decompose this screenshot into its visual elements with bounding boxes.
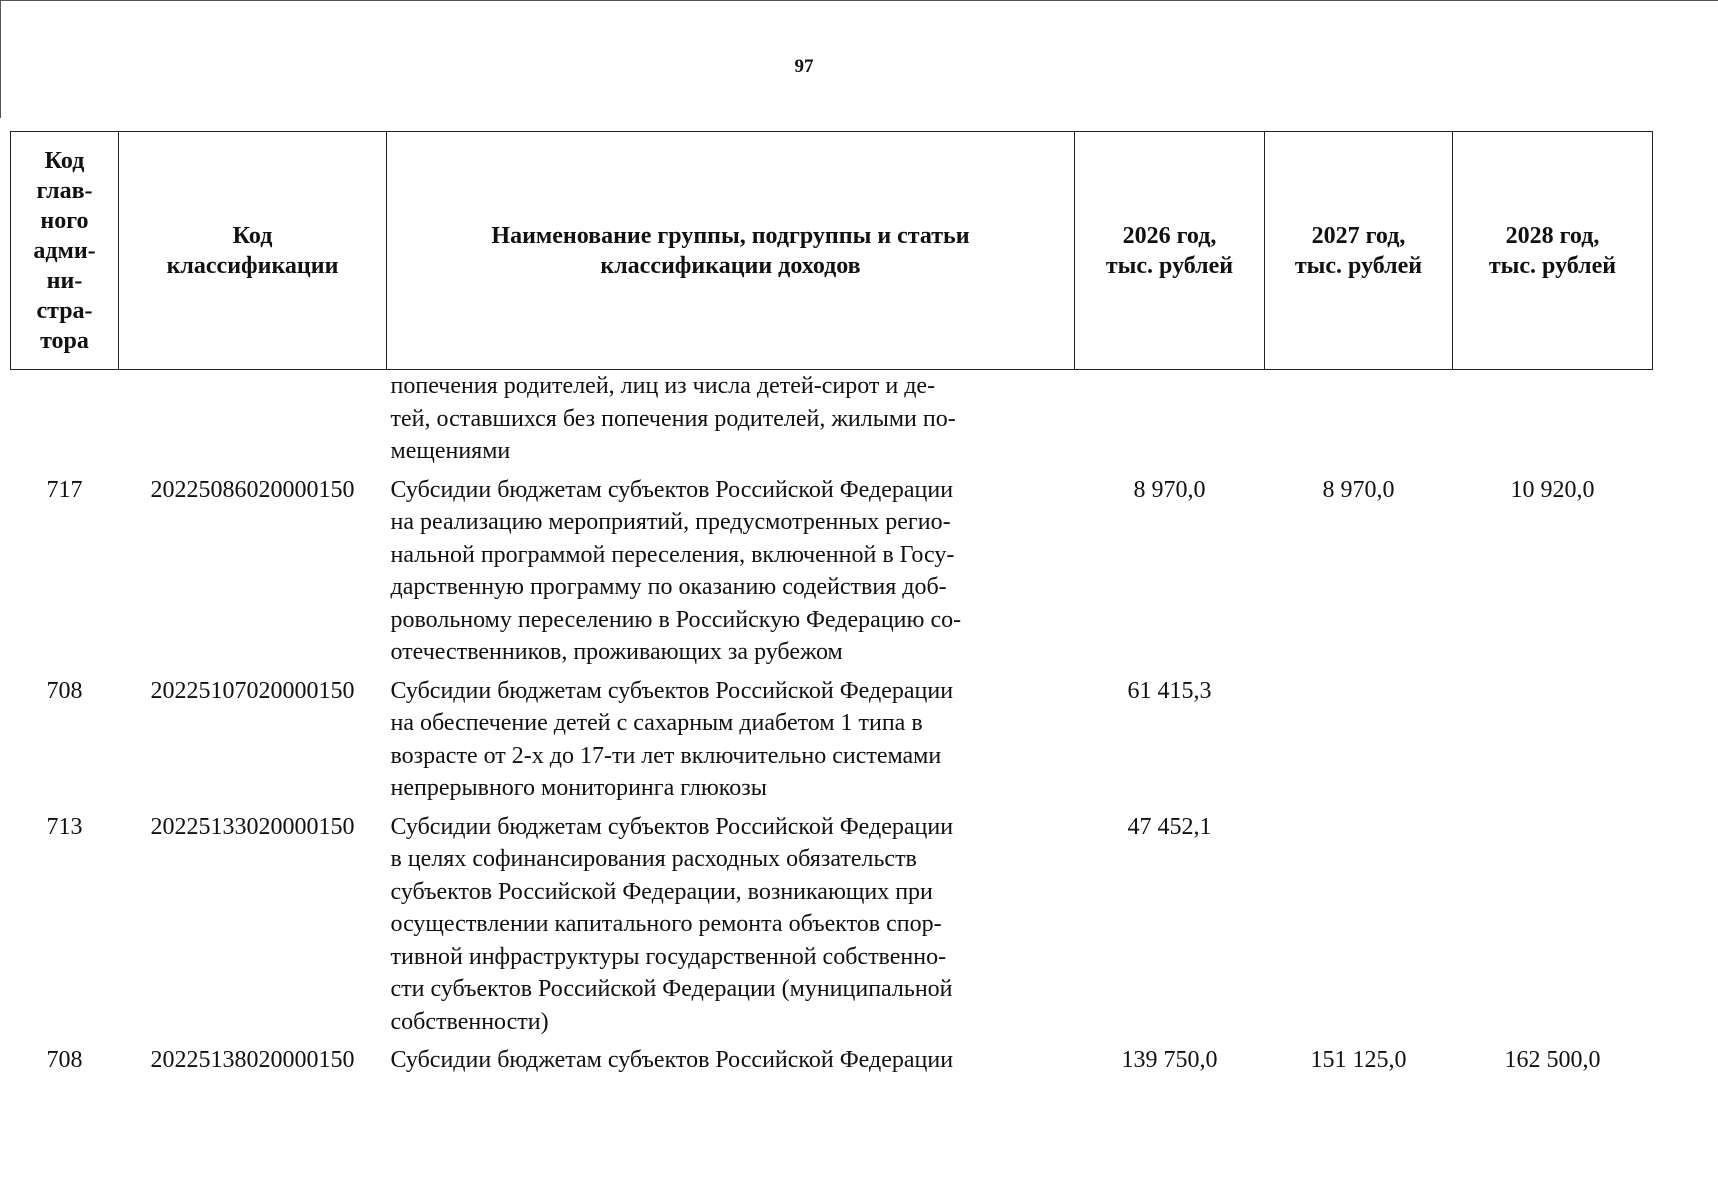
cell-admin [11,370,119,474]
cell-code: 20225133020000150 [150,813,355,840]
cell-name: Субсидии бюджетам субъектов Российской Федерации в целях софинансирования расходных обязательств субъектов Российской Федерации, возникающих при осуществлении капитального ремонта объектов спор- тивной инфраструктуры государственной собственно- сти субъектов Российской Федерации (муниципальной собственности) [390,813,954,1035]
cell-admin: 708 [46,677,83,704]
cell-name: попечения родителей, лиц из числа детей-сирот и де- тей, оставшихся без попечения родителей, жилыми по- мещениями [390,373,956,464]
cell-code: 20225086020000150 [150,476,355,503]
cell-name: Субсидии бюджетам субъектов Российской Федерации на реализацию мероприятий, предусмотренных регио- нальной программой переселения, включенной в Госу- дарственную программу по оказанию содействия доб- ровольному переселению в Российскую Федерацию со- отечественников, проживающих за рубежом [390,476,962,665]
cell-2027: 151 125,0 [1310,1047,1407,1073]
header-classification-code: Код классификации [119,132,387,370]
table-row [11,1044,1653,1083]
page-number: 97 [794,56,814,77]
cell-2028: 10 920,0 [1510,476,1595,503]
table-row [11,811,1653,1045]
header-year-2027: 2027 год, тыс. рублей [1265,132,1453,370]
table-row [11,474,1653,675]
table-row [11,675,1653,811]
cell-admin: 713 [46,813,83,840]
cell-2028 [1453,675,1653,811]
page-frame-top [0,0,1718,1]
cell-2028 [1453,370,1653,474]
income-classification-table [10,131,1653,1083]
header-year-2026: 2026 год, тыс. рублей [1075,132,1265,370]
cell-2028 [1453,811,1653,1045]
cell-2026: 47 452,1 [1127,813,1212,840]
cell-admin: 717 [46,476,83,503]
cell-2027: 8 970,0 [1322,476,1395,503]
cell-2028: 162 500,0 [1504,1047,1601,1073]
cell-2026: 61 415,3 [1127,677,1212,704]
header-admin-code: Код глав- ного адми- ни- стра- тора [11,132,119,370]
cell-2026: 139 750,0 [1121,1047,1218,1073]
cell-code: 20225107020000150 [150,677,355,704]
table-row-continuation [11,370,1653,474]
cell-2026: 8 970,0 [1133,476,1206,503]
cell-2026 [1075,370,1265,474]
header-year-2028: 2028 год, тыс. рублей [1453,132,1653,370]
cell-name: Субсидии бюджетам субъектов Российской Федерации на обеспечение детей с сахарным диабетом 1 типа в возрасте от 2-х до 17-ти лет включительно системами непрерывного мониторинга глюкозы [390,677,954,801]
cell-2027 [1265,811,1453,1045]
cell-code [119,370,387,474]
header-name: Наименование группы, подгруппы и статьи классификации доходов [387,132,1075,370]
cell-2027 [1265,675,1453,811]
table-header-row [11,132,1653,370]
cell-admin: 708 [46,1047,83,1073]
cell-2027 [1265,370,1453,474]
cell-code: 20225138020000150 [150,1047,355,1073]
cell-name: Субсидии бюджетам субъектов Российской Федерации [390,1047,954,1073]
